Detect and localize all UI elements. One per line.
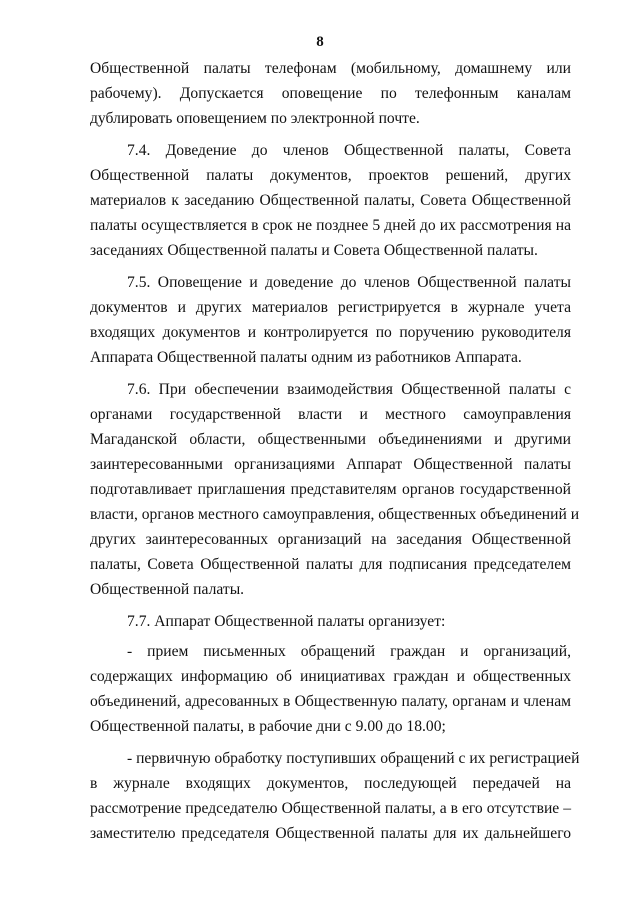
text-line: 7.5. Оповещение и доведение до членов Общественной палаты bbox=[127, 274, 571, 291]
text-line: заседаниях Общественной палаты и Совета Общественной палаты. bbox=[90, 242, 538, 259]
text-line: в журнале входящих документов, последующей передачей на bbox=[90, 775, 571, 792]
text-line: органами государственной власти и местного самоуправления bbox=[90, 406, 571, 423]
text-line: - прием письменных обращений граждан и организаций, bbox=[127, 643, 571, 660]
text-line: рассмотрение председателю Общественной палаты, а в его отсутствие – bbox=[90, 800, 571, 817]
text-line: палаты, Совета Общественной палаты для подписания председателем bbox=[90, 556, 571, 573]
text-line: рабочему). Допускается оповещение по телефонным каналам bbox=[90, 85, 571, 102]
text-line: 7.4. Доведение до членов Общественной палаты, Совета bbox=[127, 142, 571, 159]
text-line: заинтересованными организациями Аппарат Общественной палаты bbox=[90, 456, 571, 473]
text-line: Магаданской области, общественными объединениями и другими bbox=[90, 431, 571, 448]
text-line: других заинтересованных организаций на заседания Общественной bbox=[90, 531, 571, 548]
text-line: подготавливает приглашения представителям органов государственной bbox=[90, 481, 571, 498]
text-line: Общественной палаты, в рабочие дни с 9.00 до 18.00; bbox=[90, 718, 446, 735]
text-line: Общественной палаты документов, проектов решений, других bbox=[90, 167, 571, 184]
text-line: объединений, адресованных в Общественную палату, органам и членам bbox=[90, 693, 571, 710]
text-line: Аппарата Общественной палаты одним из работников Аппарата. bbox=[90, 349, 522, 366]
text-line: дублировать оповещением по электронной почте. bbox=[90, 110, 420, 127]
text-line: Общественной палаты. bbox=[90, 581, 245, 598]
text-line: заместителю председателя Общественной палаты для их дальнейшего bbox=[90, 825, 571, 842]
text-line: 7.6. При обеспечении взаимодействия Общественной палаты с bbox=[127, 381, 571, 398]
text-line: документов и других материалов регистрируется в журнале учета bbox=[90, 299, 571, 316]
text-line: 7.7. Аппарат Общественной палаты организует: bbox=[127, 613, 446, 630]
text-line: власти, органов местного самоуправления, общественных объединений и bbox=[90, 506, 580, 523]
text-line: материалов к заседанию Общественной палаты, Совета Общественной bbox=[90, 192, 571, 209]
text-line: - первичную обработку поступивших обращений с их регистрацией bbox=[127, 750, 580, 767]
text-line: Общественной палаты телефонам (мобильному, домашнему или bbox=[90, 60, 571, 77]
text-line: входящих документов и контролируется по поручению руководителя bbox=[90, 324, 571, 341]
page-number: 8 bbox=[316, 34, 324, 50]
text-line: содержащих информацию об инициативах граждан и общественных bbox=[90, 668, 571, 685]
text-line: палаты осуществляется в срок не позднее 5 дней до их рассмотрения на bbox=[90, 217, 571, 234]
